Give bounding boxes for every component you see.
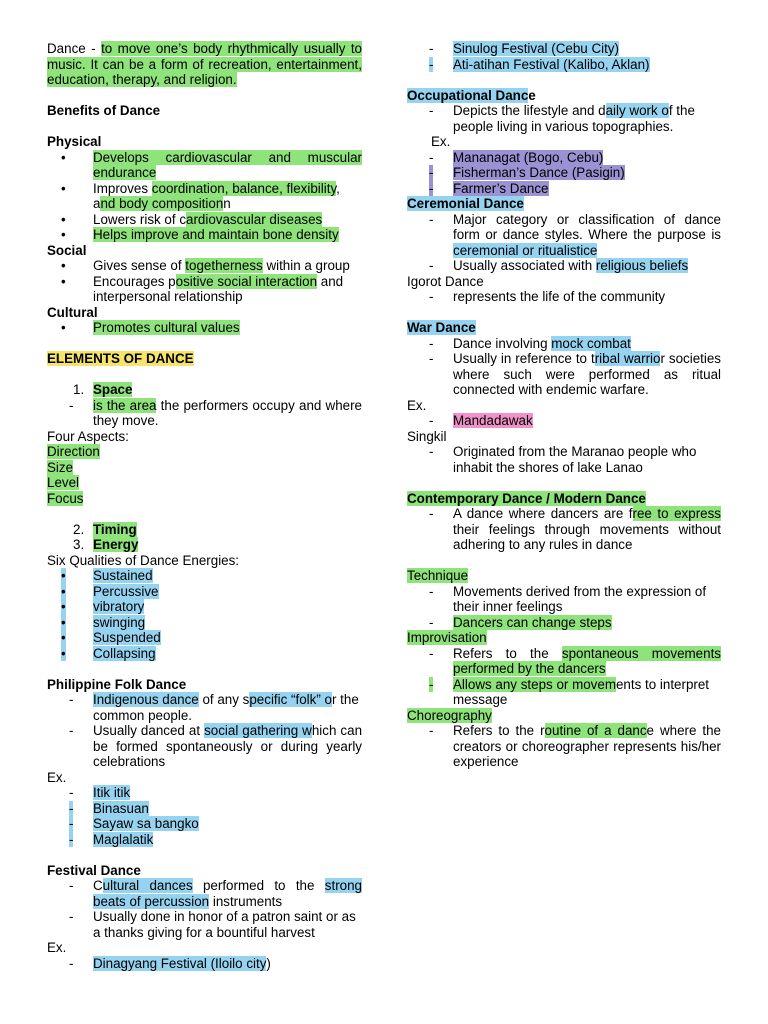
aspect-item: Level: [47, 475, 80, 490]
list-item: 1. Space: [73, 382, 133, 397]
list-item: - Maglalatik: [69, 831, 154, 847]
list-item: • Encourages positive social interaction and interpersonal relationship: [61, 273, 344, 304]
list-item: • Gives sense of togetherness within a group: [61, 258, 350, 273]
list-item: • Percussive: [61, 583, 159, 599]
physical-heading: Physical: [47, 134, 102, 149]
list-item: - Ati-atihan Festival (Kalibo, Aklan): [429, 56, 650, 72]
list-item: • Improves coordination, balance, flexibility, and body compositionn: [61, 180, 340, 211]
choreography-label: Choreography: [407, 707, 492, 723]
four-aspects-label: Four Aspects:: [47, 428, 129, 444]
list-item: - Cultural dances performed to the strong beats of percussion instruments: [69, 878, 362, 909]
left-column: [47, 41, 362, 971]
list-item: • vibratory: [61, 599, 145, 614]
list-item: - Dance involving mock combat: [429, 335, 631, 351]
cultural-heading: Cultural: [47, 304, 98, 320]
list-item: - Allows any steps or movements to interpret message: [429, 676, 710, 707]
benefits-heading: Benefits of Dance: [47, 103, 161, 118]
list-item: • swinging: [61, 614, 146, 630]
list-item: - Binasuan: [69, 800, 149, 816]
example-label: Ex.: [407, 397, 427, 413]
list-item: - represents the life of the community: [429, 289, 666, 304]
list-item: 2. Timing: [73, 521, 137, 537]
social-heading: Social: [47, 242, 87, 258]
aspect-item: Size: [47, 459, 74, 475]
list-item: 3. Energy: [73, 537, 139, 552]
list-item: - Depicts the lifestyle and daily work of the people living in various topographies.: [429, 103, 695, 134]
dance-definition: Dance - to move one’s body rhythmically usually to music. It can be a form of recreation, entertainment, education, therapy, and religion.: [47, 41, 362, 87]
list-item: - Mananagat (Bogo, Cebu): [429, 149, 604, 165]
ceremonial-dance-heading: Ceremonial Dance: [407, 196, 524, 211]
folk-dance-heading: Philippine Folk Dance: [47, 676, 187, 692]
list-item: • Collapsing: [61, 645, 156, 661]
list-item: - Dinagyang Festival (Iloilo city): [69, 955, 271, 971]
list-item: • Helps improve and maintain bone density: [61, 227, 339, 242]
list-item: - A dance where dancers are free to express their feelings through movements without adhering to any rules in dance: [429, 506, 721, 552]
aspect-item: Focus: [47, 490, 84, 506]
list-item: - Fisherman’s Dance (Pasigin): [429, 165, 625, 180]
technique-label: Technique: [407, 568, 469, 583]
list-item: - Sinulog Festival (Cebu City): [429, 41, 619, 56]
list-item: - Dancers can change steps: [429, 614, 612, 630]
elements-heading: ELEMENTS OF DANCE: [47, 351, 194, 366]
list-item: - Sayaw sa bangko: [69, 816, 199, 831]
list-item: • Suspended: [61, 630, 161, 645]
singkil-label: Singkil: [407, 428, 447, 444]
list-item: - Usually done in honor of a patron saint or as a thanks giving for a bountiful harvest: [69, 909, 356, 940]
list-item: - Farmer’s Dance: [429, 180, 549, 196]
list-item: - Itik itik: [69, 785, 131, 800]
list-item: - Refers to the routine of a dance where the creators or choreographer represents his/her experience: [429, 723, 721, 769]
contemporary-dance-heading: Contemporary Dance / Modern Dance: [407, 490, 646, 506]
example-label: Ex.: [47, 769, 67, 785]
igorot-dance-label: Igorot Dance: [407, 273, 484, 289]
list-item: • Sustained: [61, 568, 153, 583]
list-item: - Refers to the spontaneous movements performed by the dancers: [429, 645, 721, 676]
list-item: - Usually danced at social gathering which can be formed spontaneously or during yearly celebrations: [69, 723, 363, 769]
improvisation-label: Improvisation: [407, 630, 487, 645]
list-item: - Movements derived from the expression of their inner feelings: [429, 583, 707, 614]
list-item: - Mandadawak: [429, 413, 533, 428]
list-item: • Develops cardiovascular and muscular endurance: [61, 149, 362, 180]
festival-dance-heading: Festival Dance: [47, 862, 141, 878]
war-dance-heading: War Dance: [407, 320, 476, 335]
list-item: • Promotes cultural values: [61, 320, 240, 335]
list-item: - Usually associated with religious beliefs: [429, 258, 689, 273]
list-item: - Major category or classification of dance form or dance styles. Where the purpose is ceremonial or ritualistice: [429, 211, 721, 258]
example-label: Ex.: [431, 134, 451, 149]
list-item: - is the area the performers occupy and where they move.: [69, 397, 362, 428]
list-item: - Originated from the Maranao people who inhabit the shores of lake Lanao: [429, 444, 697, 475]
six-qualities-label: Six Qualities of Dance Energies:: [47, 552, 240, 568]
list-item: - Indigenous dance of any specific “folk” or the common people.: [69, 692, 359, 723]
example-label: Ex.: [47, 940, 67, 955]
right-column: [407, 41, 721, 770]
aspect-item: Direction: [47, 444, 100, 459]
list-item: - Usually in reference to tribal warrior societies where such were performed as ritual connected with endemic warfare.: [429, 351, 722, 397]
list-item: • Lowers risk of cardiovascular diseases: [61, 211, 323, 227]
occupational-dance-heading: Occupational Dance: [407, 87, 536, 103]
